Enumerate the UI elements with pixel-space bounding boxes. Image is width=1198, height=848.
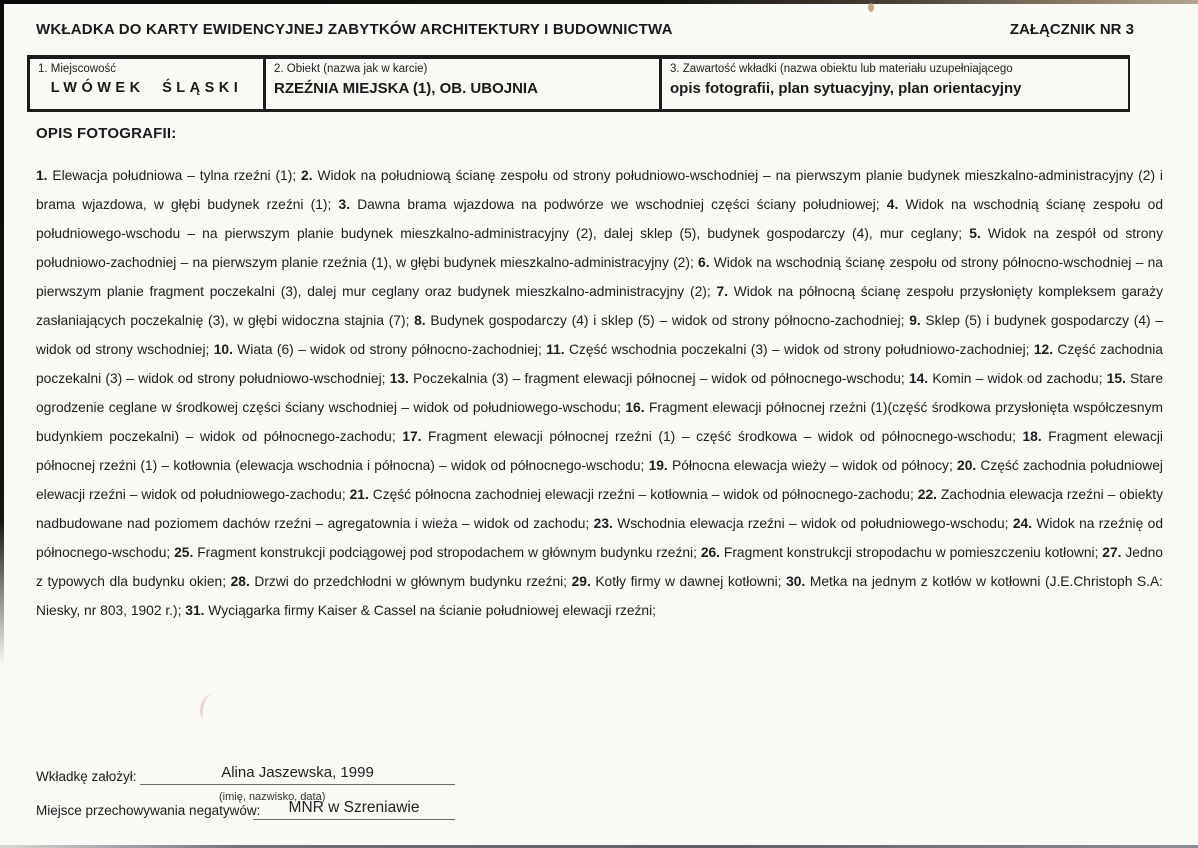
scan-edge-top — [0, 0, 1198, 4]
ink-smudge — [198, 693, 219, 722]
photo-item: 11. Część wschodnia poczekalni (3) – widok od strony południowo-zachodniej; — [546, 341, 1034, 357]
document-title: WKŁADKA DO KARTY EWIDENCYJNEJ ZABYTKÓW ARCHITEKTURY I BUDOWNICTWA — [36, 21, 673, 38]
founder-label: Wkładkę założył: — [36, 769, 137, 784]
founder-value: Alina Jaszewska, 1999 — [140, 764, 455, 785]
negatives-location-label: Miejsce przechowywania negatywów: — [36, 803, 261, 818]
scan-speck — [868, 3, 874, 12]
photo-item: 23. Wschodnia elewacja rzeźni – widok od południowego-wschodu; — [593, 515, 1013, 531]
photo-item: 18. Fragment elewacji północnej rzeźni (1) – kotłownia (elewacja wschodnia i północna) – widok od północnego-wschodu; — [36, 428, 1163, 473]
photo-item: 10. Wiata (6) – widok od strony północno-zachodniej; — [213, 341, 547, 357]
locality-field-value: LWÓWEK ŚLĄSKI — [50, 80, 243, 96]
negatives-location-value: MNR w Szreniawie — [253, 799, 455, 820]
photo-item: 16. Fragment elewacji północnej rzeźni (1)(część środkowa przysłonięta współczesnym budynkiem poczekalni) – widok od północnego-zachodu; — [36, 399, 1163, 444]
object-field-label: 2. Obiekt (nazwa jak w karcie) — [274, 63, 428, 75]
photo-item: 25. Fragment konstrukcji podciągowej pod stropodachem w głównym budynku rzeźni; — [174, 544, 701, 560]
photo-item: 19. Północna elewacja wieży – widok od północy; — [648, 457, 958, 473]
photo-item: 6. Widok na wschodnią ścianę zespołu od strony północno-wschodniej – na pierwszym planie fragment poczekalni (3), dalej mur ceglany oraz budynek mieszkalno-administracyjny (2); — [36, 254, 1163, 299]
photo-item: 22. Zachodnia elewacja rzeźni – obiekty nadbudowane nad poziomem dachów rzeźni – agregatownia i wieża – widok od zachodu; — [36, 486, 1163, 531]
info-table — [27, 55, 1130, 112]
photo-item: 29. Kotły firmy w dawnej kotłowni; — [571, 573, 787, 589]
photo-item: 9. Sklep (5) i budynek gospodarczy (4) – widok od strony wschodniej; — [36, 312, 1164, 357]
photo-item: 17. Fragment elewacji północnej rzeźni (1) – część środkowa – widok od północnego-wschodu; — [402, 428, 1023, 444]
photo-item: 2. Widok na południową ścianę zespołu od strony południowo-wschodniej – na pierwszym planie budynek mieszkalno-administracyjny (2) i brama wjazdowa, w głębi budynek rzeźni (1); — [36, 167, 1163, 212]
photo-item: 13. Poczekalnia (3) – fragment elewacji północnej – widok od północnego-wschodu; — [389, 370, 909, 386]
photo-item: 30. Metka na jednym z kotłów w kotłowni (J.E.Christoph S.A: Niesky, nr 803, 1902 r.); — [36, 573, 1164, 618]
photo-item: 7. Widok na północną ścianę zespołu przysłonięty kompleksem garaży zasłaniających poczekalnię (3), w głębi widoczna stajnia (7); — [36, 283, 1163, 328]
photo-item: 4. Widok na wschodnią ścianę zespołu od południowego-wschodu – na pierwszym planie budynek mieszkalno-administracyjny (2), dalej sklep (5), budynek gospodarczy (4), mur ceglany; — [36, 196, 1163, 241]
photo-item: 3. Dawna brama wjazdowa na podwórze we wschodniej części ściany południowej; — [338, 196, 887, 212]
scan-edge-left — [0, 0, 4, 665]
photo-item: 12. Część zachodnia poczekalni (3) – widok od strony południowo-wschodniej; — [36, 341, 1163, 386]
object-field-value: RZEŹNIA MIEJSKA (1), OB. UBOJNIA — [274, 80, 538, 97]
founder-hint: (imię, nazwisko, data) — [219, 791, 326, 803]
contents-field-value: opis fotografii, plan sytuacyjny, plan orientacyjny — [670, 80, 1022, 97]
photo-item: 28. Drzwi do przedchłodni w głównym budynku rzeźni; — [230, 573, 572, 589]
locality-field-label: 1. Miejscowość — [38, 63, 116, 75]
photo-item: 26. Fragment konstrukcji stropodachu w pomieszczeniu kotłowni; — [700, 544, 1103, 560]
table-cell-contents — [662, 59, 1128, 109]
photo-item: 14. Komin – widok od zachodu; — [908, 370, 1107, 386]
photo-item: 20. Część zachodnia południowej elewacji rzeźni – widok od południowego-zachodu; — [36, 457, 1163, 502]
table-cell-object — [266, 59, 662, 109]
photo-descriptions-heading: OPIS FOTOGRAFII: — [36, 125, 177, 142]
contents-field-label: 3. Zawartość wkładki (nazwa obiektu lub materiału uzupełniającego — [670, 63, 1013, 75]
photo-item: 21. Część północna zachodniej elewacji rzeźni – kotłownia – widok od północnego-zachodu; — [349, 486, 918, 502]
photo-item: 15. Stare ogrodzenie ceglane w środkowej części ściany wschodniej – widok od południowego-wschodu; — [36, 370, 1163, 415]
photo-descriptions — [36, 161, 1163, 625]
photo-item: 24. Widok na rzeźnię od północnego-wschodu; — [36, 515, 1164, 560]
attachment-number-label: ZAŁĄCZNIK NR 3 — [1009, 21, 1134, 38]
photo-item: 1. Elewacja południowa – tylna rzeźni (1); — [36, 167, 302, 183]
table-cell-locality — [30, 59, 266, 109]
photo-item: 8. Budynek gospodarczy (4) i sklep (5) – widok od strony północno-zachodniej; — [414, 312, 910, 328]
photo-item: 5. Widok na zespół od strony południowo-zachodniej – na pierwszym planie rzeźnia (1), w głębi budynek mieszkalno-administracyjny (2); — [36, 225, 1163, 270]
photo-item: 31. Wyciągarka firmy Kaiser & Cassel na ścianie południowej elewacji rzeźni; — [185, 602, 656, 618]
photo-item: 27. Jedno z typowych dla budynku okien; — [36, 544, 1163, 589]
